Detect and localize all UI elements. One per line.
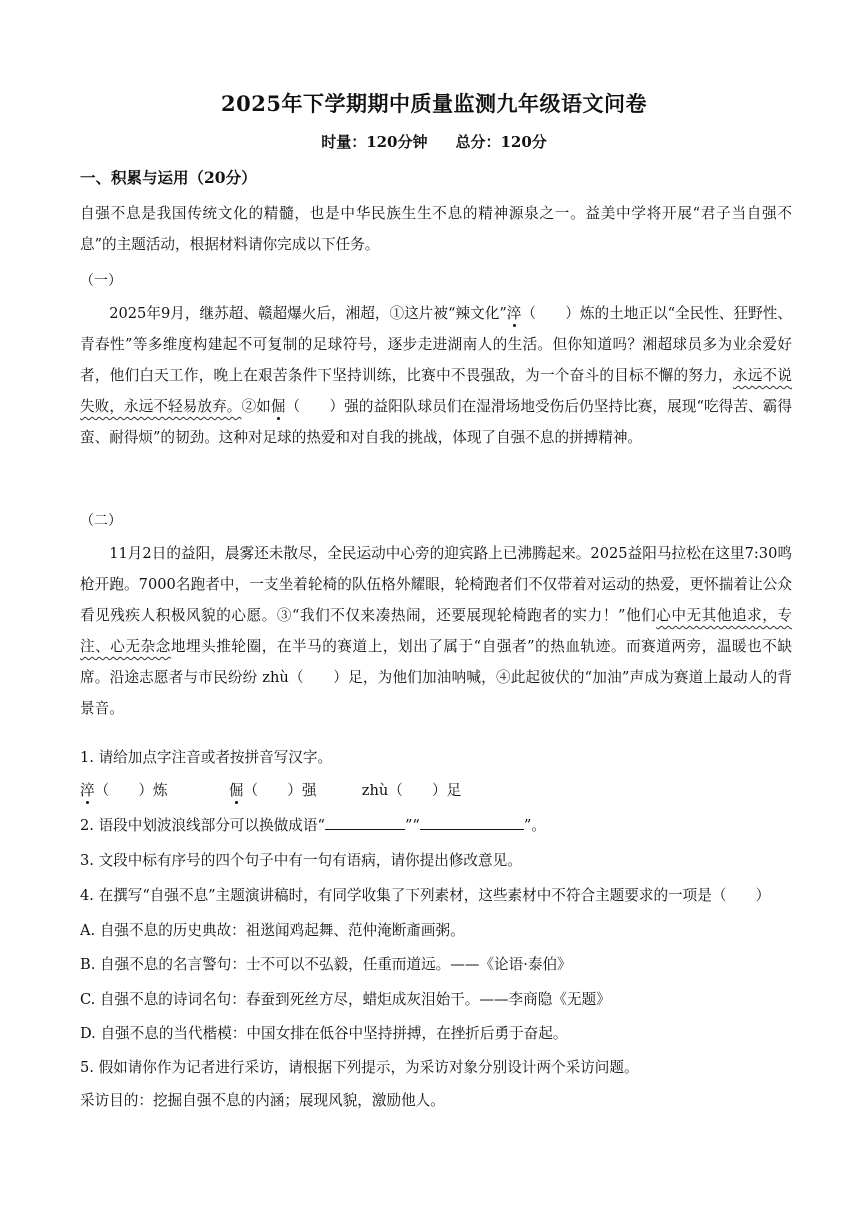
passage-two-text-b: 地埋头推轮圈，在半马的赛道上，划出了属于“自强者”的热血轨迹。而赛道两旁，温暖也不缺席。沿途志愿者与市民纷纷 zhù（ ）足，为他们加油呐喊，④此起彼伏的“加油”声成为赛道上最动人的背景音。 [80, 638, 792, 717]
q2-answer-blank-2[interactable] [420, 815, 524, 830]
part-two-label: （二） [80, 513, 122, 529]
wavy-underline-two: 心中无其他追求，专注、心无杂念 [80, 607, 792, 655]
q1-dotted-char-cui: 淬 [80, 782, 95, 799]
question-2 [80, 814, 792, 835]
part-one-label: （一） [80, 273, 122, 289]
option-d[interactable]: D. 自强不息的当代楷模：中国女排在低谷中坚持拼搏，在挫折后勇于奋起。 [80, 1025, 568, 1042]
question-3: 3. 文段中标有序号的四个句子中有一句有语病，请你提出修改意见。 [80, 852, 522, 869]
section-intro: 自强不息是我国传统文化的精髓，也是中华民族生生不息的精神源泉之一。益美中学将开展“君子当自强不息”的主题活动，根据材料请你完成以下任务。 [80, 205, 792, 253]
question-1-items [80, 779, 792, 800]
q1-dotted-char-jue: 倔 [228, 782, 244, 799]
passage-two [80, 538, 792, 724]
question-4: 4. 在撰写“自强不息”主题演讲稿时，有同学收集了下列素材，这些素材中不符合主题要求的一项是（ ） [80, 887, 771, 904]
q2-text-a: 2. 语段中划波浪线部分可以换做成语“ [80, 817, 325, 834]
option-c[interactable]: C. 自强不息的诗词名句：春蚕到死丝方尽，蜡炬成灰泪始干。——李商隐《无题》 [80, 991, 611, 1008]
q1-blank-jue[interactable]: （ ）强 [243, 782, 317, 799]
option-a[interactable]: A. 自强不息的历史典故：祖逖闻鸡起舞、范仲淹断齑画粥。 [80, 922, 465, 939]
interview-purpose: 采访目的：挖掘自强不息的内涵；展现风貌，激励他人。 [80, 1092, 445, 1109]
exam-score: 总分：120分 [455, 133, 547, 151]
dotted-char-jue: 倔 [270, 398, 286, 415]
q2-text-b: ”“ [404, 817, 420, 834]
question-1: 1. 请给加点字注音或者按拼音写汉字。 [80, 749, 333, 766]
exam-info [0, 131, 868, 152]
q2-answer-blank-1[interactable] [325, 815, 405, 830]
dotted-char-cui: 淬 [506, 305, 522, 322]
q1-blank-zhu[interactable]: zhù（ ）足 [361, 782, 462, 799]
page-title: 2025年下学期期中质量监测九年级语文问卷 [221, 91, 647, 116]
passage-one-text-b: （ ）炼的土地正以“全民性、狂野性、青春性”等多维度构建起不可复制的足球符号，逐步走进湖南人的生活。但你知道吗？湘超球员多为业余爱好者，他们白天工作，晚上在艰苦条件下坚持训练，比赛中不畏强敌，为一个奋斗的目标不懈的努力， [80, 305, 792, 384]
option-b[interactable]: B. 自强不息的名言警句：士不可以不弘毅，任重而道远。——《论语·泰伯》 [80, 956, 572, 973]
question-5: 5. 假如请你作为记者进行采访，请根据下列提示，为采访对象分别设计两个采访问题。 [80, 1059, 639, 1076]
passage-one-text-a: 2025年9月，继苏超、赣超爆火后，湘超，①这片被“辣文化” [109, 305, 507, 322]
q1-blank-cui[interactable]: （ ）炼 [94, 782, 168, 799]
passage-one-text-d: （ ）强的益阳队球员们在湿滑场地受伤后仍坚持比赛，展现“吃得苦、霸得蛮、耐得烦”的韧劲。这种对足球的热爱和对自我的挑战，体现了自强不息的拼搏精神。 [80, 398, 792, 446]
section-heading: 一、积累与运用（20分） [80, 168, 257, 187]
q2-text-c: ”。 [523, 817, 546, 834]
passage-one [80, 298, 792, 453]
passage-one-text-c: ②如 [241, 398, 271, 415]
wavy-underline-one: 永远不说失败，永远不轻易放弃。 [80, 367, 792, 415]
exam-time: 时量：120分钟 [321, 133, 428, 151]
passage-two-text-a: 11月2日的益阳，晨雾还未散尽，全民运动中心旁的迎宾路上已沸腾起来。2025益阳马拉松在这里7:30鸣枪开跑。7000名跑者中，一支坐着轮椅的队伍格外耀眼，轮椅跑者们不仅带着对运动的热爱，更怀揣着让公众看见残疾人积极风貌的心愿。③“我们不仅来凑热闹，还要展现轮椅跑者的实力！”他们 [80, 545, 792, 624]
